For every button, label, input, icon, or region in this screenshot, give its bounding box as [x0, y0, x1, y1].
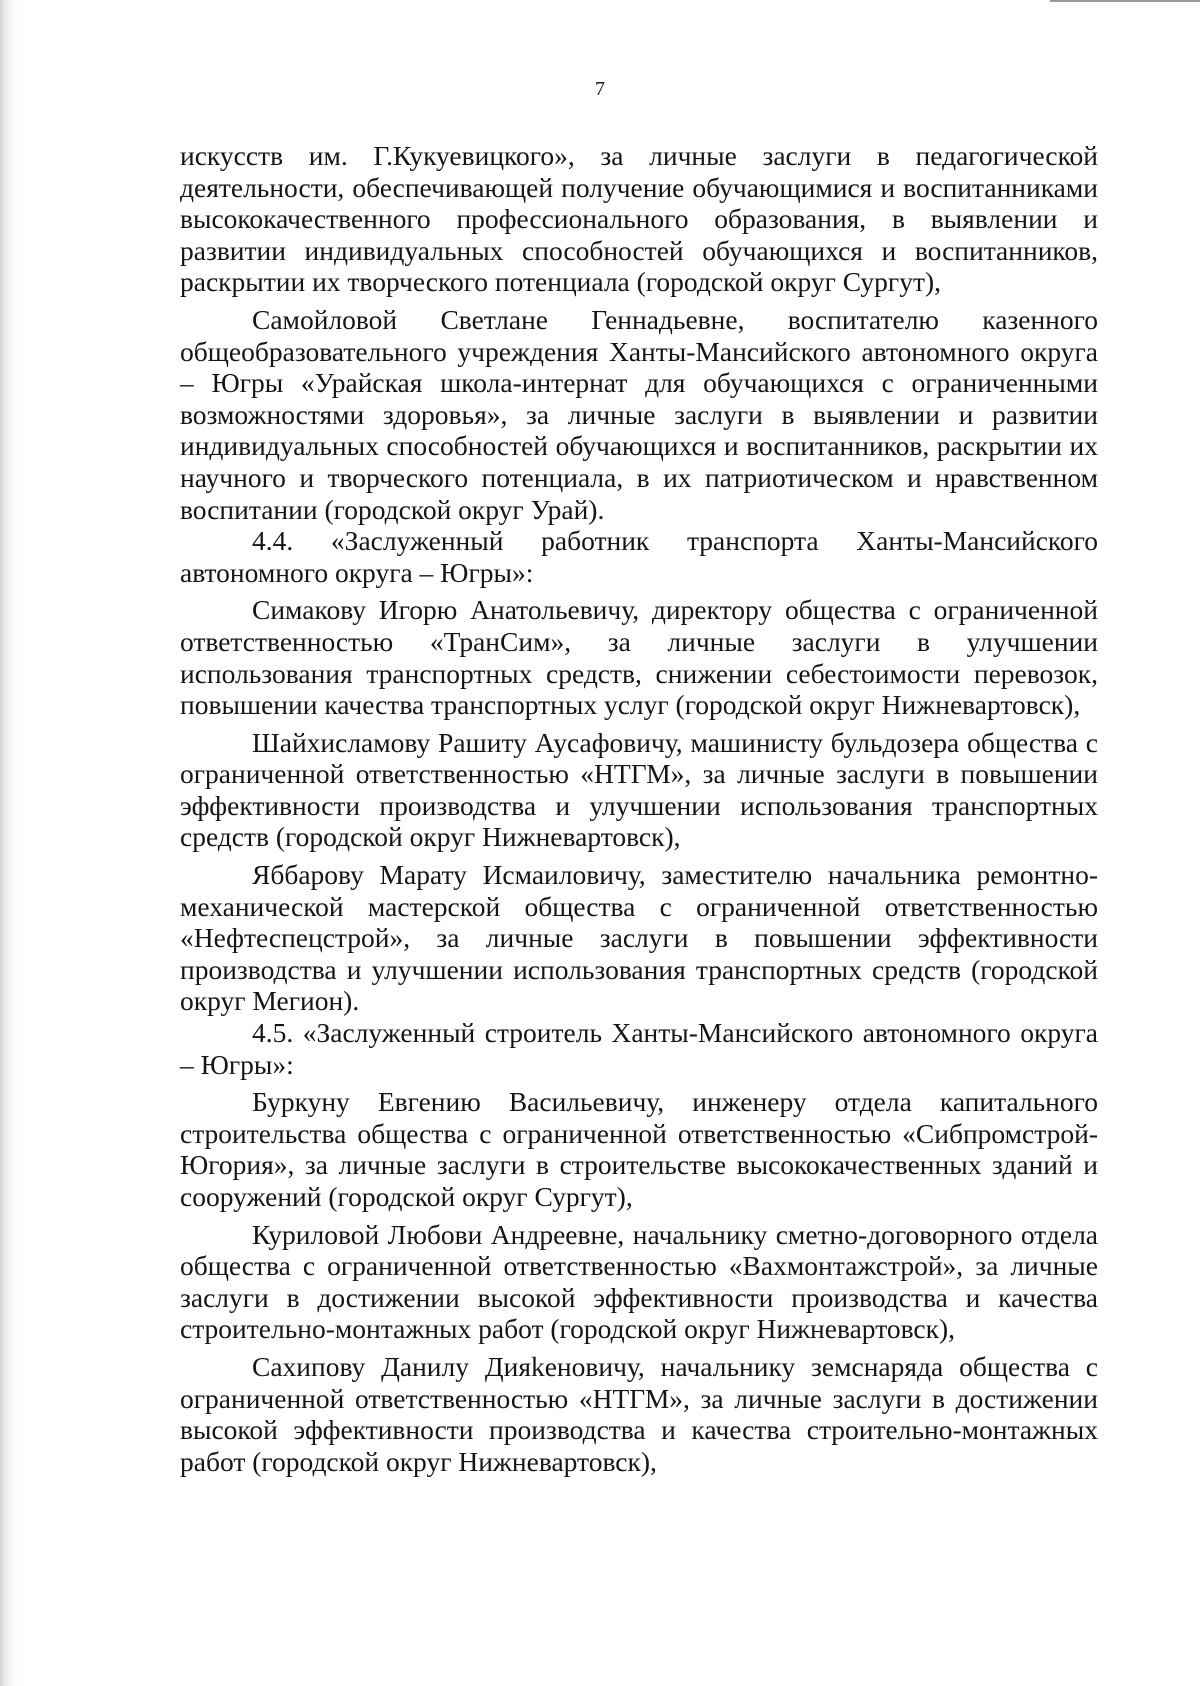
paragraph-burkun: Буркуну Евгению Васильевичу, инженеру отдела капитального строительства общества с ограниченной ответственностью «Сибпромстрой-Югория», за личные заслуги в строительстве высококачественных зданий и сооружений (городской округ Сургут), — [180, 1086, 1098, 1212]
paragraph-kurilova: Куриловой Любови Андреевне, начальнику сметно-договорного отдела общества с ограниченной ответственностью «Вахмонтажстрой», за личные заслуги в достижении высокой эффективности производства и качества строительно-монтажных работ (городской округ Нижневартовск), — [180, 1218, 1098, 1345]
section-heading-4-5: 4.5. «Заслуженный строитель Ханты-Мансийского автономного округа – Югры»: — [180, 1017, 1098, 1080]
paragraph-shaykhislamov: Шайхисламову Рашиту Аусафовичу, машинисту бульдозера общества с ограниченной ответственностью «НТГМ», за личные заслуги в повышении эффективности производства и улучшении использования транспортных средств (городской округ Нижневартовск), — [180, 726, 1098, 853]
document-body — [180, 140, 1098, 1477]
paragraph-sakhipov: Сахипову Данилу Дияkеновичу, начальнику земснаряда общества с ограниченной ответственностью «НТГМ», за личные заслуги в достижении высокой эффективности производства и качества строительно-монтажных работ (городской округ Нижневартовск), — [180, 1350, 1098, 1477]
section-heading-4-4: 4.4. «Заслуженный работник транспорта Ханты-Мансийского автономного округа – Югры»: — [180, 525, 1098, 588]
page-number: 7 — [595, 78, 605, 100]
paragraph-simakov: Симакову Игорю Анатольевичу, директору общества с ограниченной ответственностью «ТранСим», за личные заслуги в улучшении использования транспортных средств, снижении себестоимости перевозок, повышении качества транспортных услуг (городской округ Нижневартовск), — [180, 594, 1098, 721]
paragraph-samoylova: Самойловой Светлане Геннадьевне, воспитателю казенного общеобразовательного учреждения Ханты-Мансийского автономного округа – Югры «Урайская школа-интернат для обучающихся с ограниченными возможностями здоровья», за личные заслуги в выявлении и развитии индивидуальных способностей обучающихся и воспитанников, раскрытии их научного и творческого потенциала, в их патриотическом и нравственном воспитании (городской округ Урай). — [180, 303, 1098, 525]
scan-edge-shadow — [0, 0, 22, 1686]
paragraph-continuation-kukuevitsky: искусств им. Г.Кукуевицкого», за личные заслуги в педагогической деятельности, обеспечивающей получение обучающимися и воспитанниками высококачественного профессионального образования, в выявлении и развитии индивидуальных способностей обучающихся и воспитанников, раскрытии их творческого потенциала (городской округ Сургут), — [180, 140, 1098, 298]
paragraph-yabbarov: Яббарову Марату Исмаиловичу, заместителю начальника ремонтно-механической мастерской общества с ограниченной ответственностью «Нефтеспецстрой», за личные заслуги в повышении эффективности производства и улучшении использования транспортных средств (городской округ Мегион). — [180, 859, 1098, 1017]
top-edge-line — [1050, 0, 1200, 2]
